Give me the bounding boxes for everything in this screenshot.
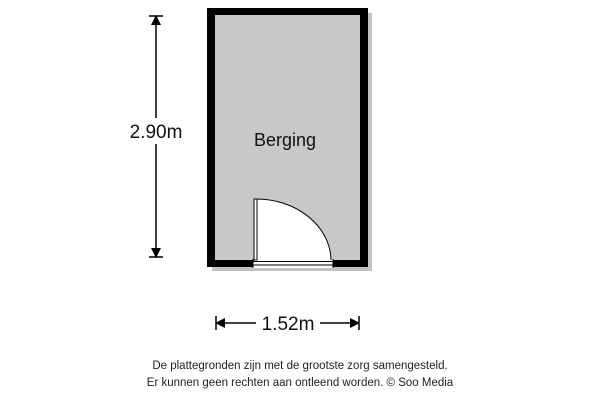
disclaimer-line-1: De plattegronden zijn met de grootste zorg samengesteld. — [152, 360, 448, 372]
door-leaf — [254, 199, 257, 260]
room-label: Berging — [253, 130, 317, 150]
width-dimension-label: 1.52m — [261, 314, 315, 335]
door-opening — [253, 259, 333, 268]
disclaimer-line-2: Er kunnen geen rechten aan ontleend worden. © Soo Media — [146, 377, 454, 389]
height-dimension-label: 2.90m — [129, 122, 183, 143]
